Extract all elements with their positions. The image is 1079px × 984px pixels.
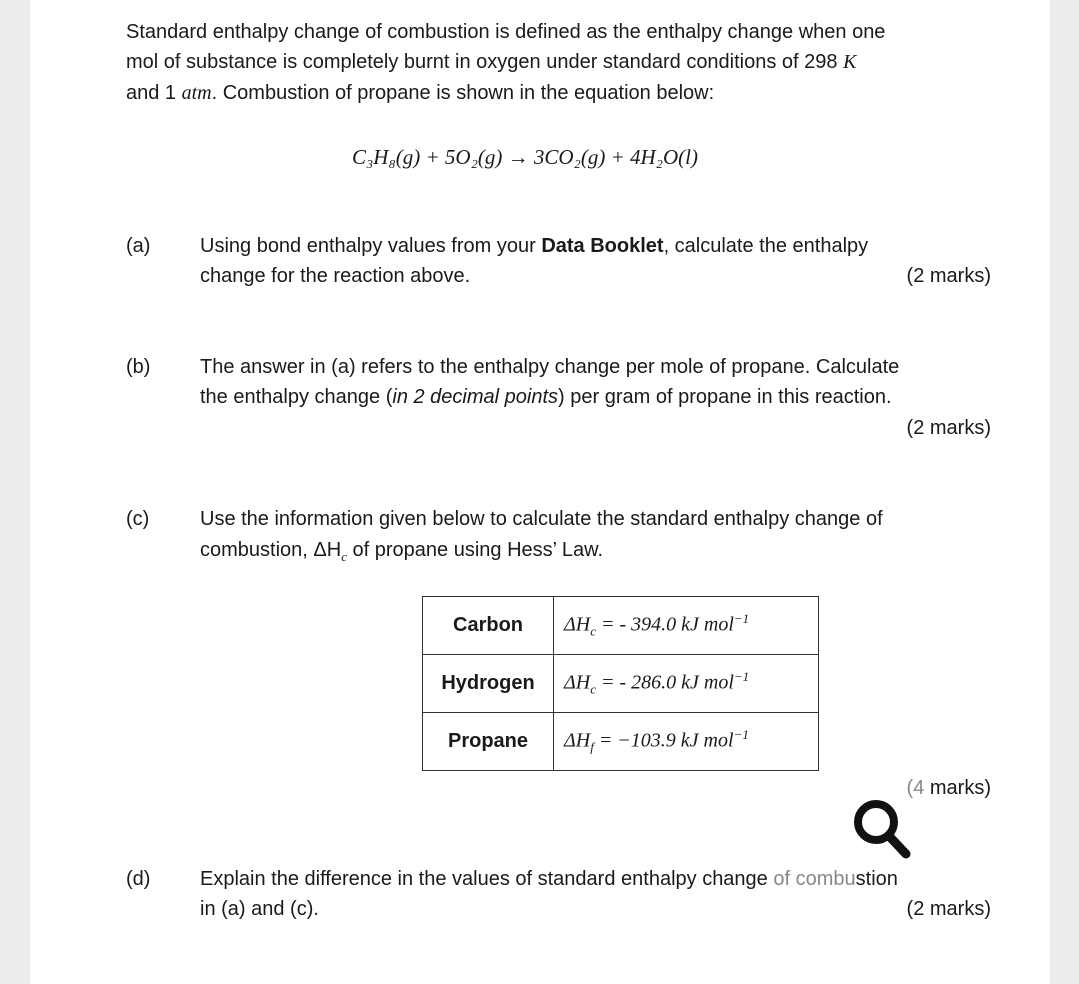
question-c-line-2 [200,535,603,572]
question-d-line-2: in (a) and (c). [200,898,319,920]
question-c-subscript: c [341,549,347,564]
question-b-label: (b) [126,356,151,378]
table-cell-value: $\Delta H_c$ = - 394.0 kJ mol$^{-1}$ [554,597,819,655]
question-b-line-2-post: ) per gram of propane in this reaction. [558,386,892,408]
question-a-marks: (2 marks) [906,265,991,287]
intro-line-3 [126,78,714,108]
question-a-line-1-post: , calculate the enthalpy [663,235,869,257]
table-row [423,597,819,655]
question-c-marks [907,773,991,803]
table-cell-substance: Carbon [423,597,554,655]
intro-line-3-pre: and 1 [126,82,182,104]
question-c-label: (c) [126,508,150,530]
table-cell-value: $\Delta H_f = -103.9$ kJ mol$^{-1}$ [554,713,819,771]
question-d-line-1-end: stion [855,868,898,890]
question-d-label: (d) [126,868,151,890]
combustion-equation: C₃H₈(g) + 5O₂(g) → 3CO₂(g) + 4H₂O(l) [352,145,698,169]
question-c-line-2-pre: combustion, ΔH [200,539,342,561]
intro-pressure-unit: atm [181,82,212,104]
table-row [423,713,819,771]
question-d-line-1-faded: of combu [767,868,856,890]
question-b-italic: in 2 decimal points [392,386,559,408]
question-a-line-2: change for the reaction above. [200,265,471,287]
document-page [30,0,1050,984]
question-c-line-2-post: of propane using Hess’ Law. [346,539,604,561]
question-b-line-2-pre: the enthalpy change ( [200,386,393,408]
intro-line-2-text: mol of substance is completely burnt in oxygen under standard conditions of 298 [126,51,844,73]
table-cell-value: $\Delta H_c$ = - 286.0 kJ mol$^{-1}$ [554,655,819,713]
search-icon[interactable] [850,796,914,862]
intro-line-1: Standard enthalpy change of combustion is defined as the enthalpy change when one [126,21,886,43]
question-a-line-1-pre: Using bond enthalpy values from your [200,235,542,257]
question-d-line-1 [200,864,898,894]
question-a-line-1 [200,231,868,261]
table-row [423,655,819,713]
data-booklet-text: Data Booklet [541,235,664,257]
question-c-marks-faded: (4 [906,777,930,799]
question-a-label: (a) [126,235,151,257]
question-d-line-1-dark: Explain the difference in the values of standard enthalpy change [200,868,768,890]
enthalpy-data-table [422,596,819,771]
question-c-line-1: Use the information given below to calculate the standard enthalpy change of [200,508,883,530]
question-b-marks: (2 marks) [906,417,991,439]
question-c-marks-rest: marks) [929,777,991,799]
table-cell-substance: Hydrogen [423,655,554,713]
question-d-marks: (2 marks) [906,898,991,920]
intro-line-3-post: . Combustion of propane is shown in the equation below: [211,82,715,104]
question-b-line-2 [200,382,892,412]
intro-line-2 [126,47,856,77]
question-b-line-1: The answer in (a) refers to the enthalpy change per mole of propane. Calculate [200,356,900,378]
table-cell-substance: Propane [423,713,554,771]
intro-temperature-unit: K [843,51,857,73]
